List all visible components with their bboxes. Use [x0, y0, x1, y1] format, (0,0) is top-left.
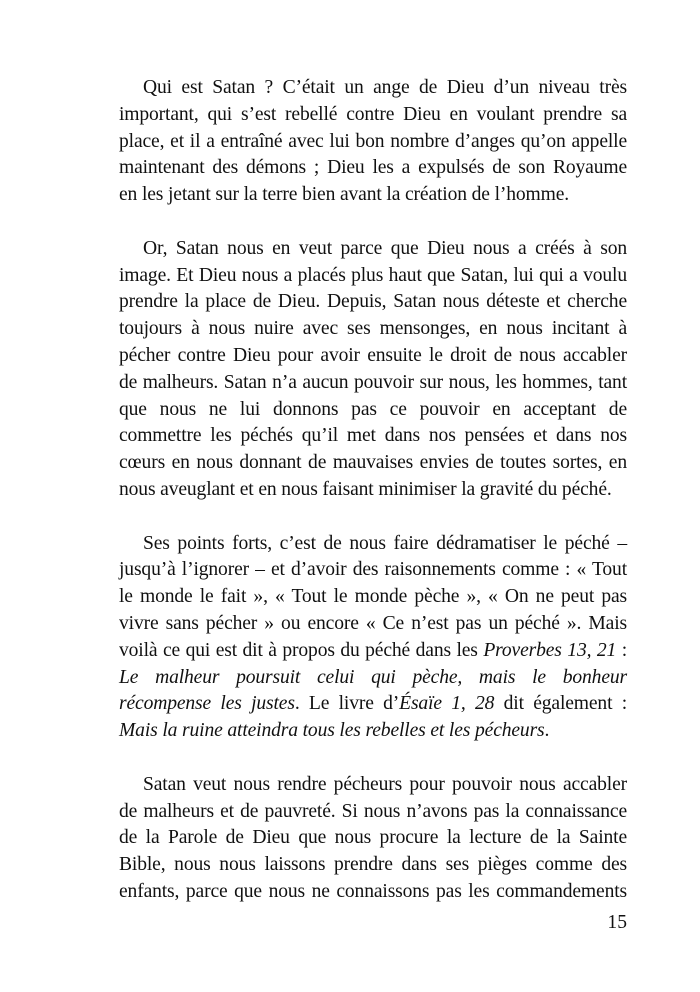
text-line — [119, 182, 627, 209]
paragraph — [119, 531, 627, 745]
text-run: le monde le fait », « Tout le monde pèche », « On ne peut pas — [119, 586, 627, 608]
text-run: de malheurs. Satan n’a aucun pouvoir sur nous, les hommes, tant — [119, 371, 627, 393]
text-line — [119, 584, 627, 611]
text-run: . Le livre d’ — [294, 693, 400, 715]
text-line — [119, 638, 627, 665]
paragraph — [119, 75, 627, 209]
text-run: prendre la place de Dieu. Depuis, Satan nous déteste et cherche — [119, 291, 627, 313]
italic-citation: Le malheur poursuit celui qui pèche, mais le bonheur — [119, 666, 627, 688]
text-line — [119, 370, 627, 397]
text-run: dit également : — [494, 693, 628, 715]
text-run: nous aveuglant et en nous faisant minimiser la gravité du péché. — [119, 478, 612, 500]
text-line — [119, 155, 627, 182]
text-line — [119, 665, 627, 692]
text-run: cœurs en nous donnant de mauvaises envies de toutes sortes, en — [119, 452, 627, 474]
page-number: 15 — [607, 912, 627, 933]
text-line — [119, 316, 627, 343]
text-run: vivre sans pécher » ou encore « Ce n’est pas un péché ». Mais — [119, 612, 627, 634]
italic-citation: Proverbes 13, 21 — [483, 639, 617, 661]
text-line — [119, 397, 627, 424]
text-run: pécher contre Dieu pour avoir ensuite le droit de nous accabler — [119, 344, 627, 366]
text-line — [119, 129, 627, 156]
text-line — [119, 825, 627, 852]
text-run: Qui est Satan ? C’était un ange de Dieu d’un niveau très — [143, 77, 627, 98]
text-run: voilà ce qui est dit à propos du péché dans les — [119, 639, 484, 661]
text-line — [119, 799, 627, 826]
text-run: Satan veut nous rendre pécheurs pour pouvoir nous accabler — [143, 773, 627, 795]
text-run: Ses points forts, c’est de nous faire dédramatiser le péché – — [143, 532, 627, 554]
text-line — [119, 289, 627, 316]
text-line — [119, 772, 627, 799]
text-line — [119, 450, 627, 477]
text-line — [119, 611, 627, 638]
italic-citation: Mais la ruine atteindra tous les rebelles et les pécheurs — [119, 720, 545, 742]
text-run: place, et il a entraîné avec lui bon nombre d’anges qu’on appelle — [119, 130, 627, 152]
text-run: important, qui s’est rebellé contre Dieu en voulant prendre sa — [119, 103, 627, 125]
text-line — [119, 423, 627, 450]
text-run: Bible, nous nous laissons prendre dans ses pièges comme des — [119, 854, 627, 876]
italic-citation: récompense les justes — [119, 693, 295, 715]
text-line — [119, 879, 627, 906]
text-line — [119, 852, 627, 879]
text-run: toujours à nous nuire avec ses mensonges, en nous incitant à — [119, 318, 627, 340]
text-run: en les jetant sur la terre bien avant la création de l’homme. — [119, 184, 570, 206]
text-line — [119, 531, 627, 558]
text-line — [119, 557, 627, 584]
text-run: de malheurs et de pauvreté. Si nous n’avons pas la connaissance — [119, 800, 627, 822]
text-line — [119, 718, 627, 745]
text-line — [119, 477, 627, 504]
text-run: jusqu’à l’ignorer – et d’avoir des raisonnements comme : « Tout — [119, 559, 627, 581]
text-line — [119, 236, 627, 263]
text-run: enfants, parce que nous ne connaissons pas les commandements — [119, 880, 627, 902]
text-run: : — [616, 639, 627, 661]
italic-citation: Ésaïe 1, 28 — [399, 693, 495, 715]
text-run: . — [544, 720, 550, 742]
text-line — [119, 75, 627, 102]
text-run: que nous ne lui donnons pas ce pouvoir en acceptant de — [119, 398, 627, 420]
text-line — [119, 691, 627, 718]
text-run: maintenant des démons ; Dieu les a expulsés de son Royaume — [119, 157, 627, 179]
text-run: Or, Satan nous en veut parce que Dieu nous a créés à son — [143, 237, 627, 259]
paragraph — [119, 772, 627, 906]
text-line — [119, 102, 627, 129]
text-line — [119, 263, 627, 290]
text-line — [119, 343, 627, 370]
text-run: commettre les péchés qu’il met dans nos pensées et dans nos — [119, 425, 627, 447]
paragraph — [119, 236, 627, 504]
text-run: image. Et Dieu nous a placés plus haut que Satan, lui qui a voulu — [119, 264, 627, 286]
text-run: de la Parole de Dieu que nous procure la lecture de la Sainte — [119, 827, 627, 849]
body-text — [119, 75, 627, 933]
